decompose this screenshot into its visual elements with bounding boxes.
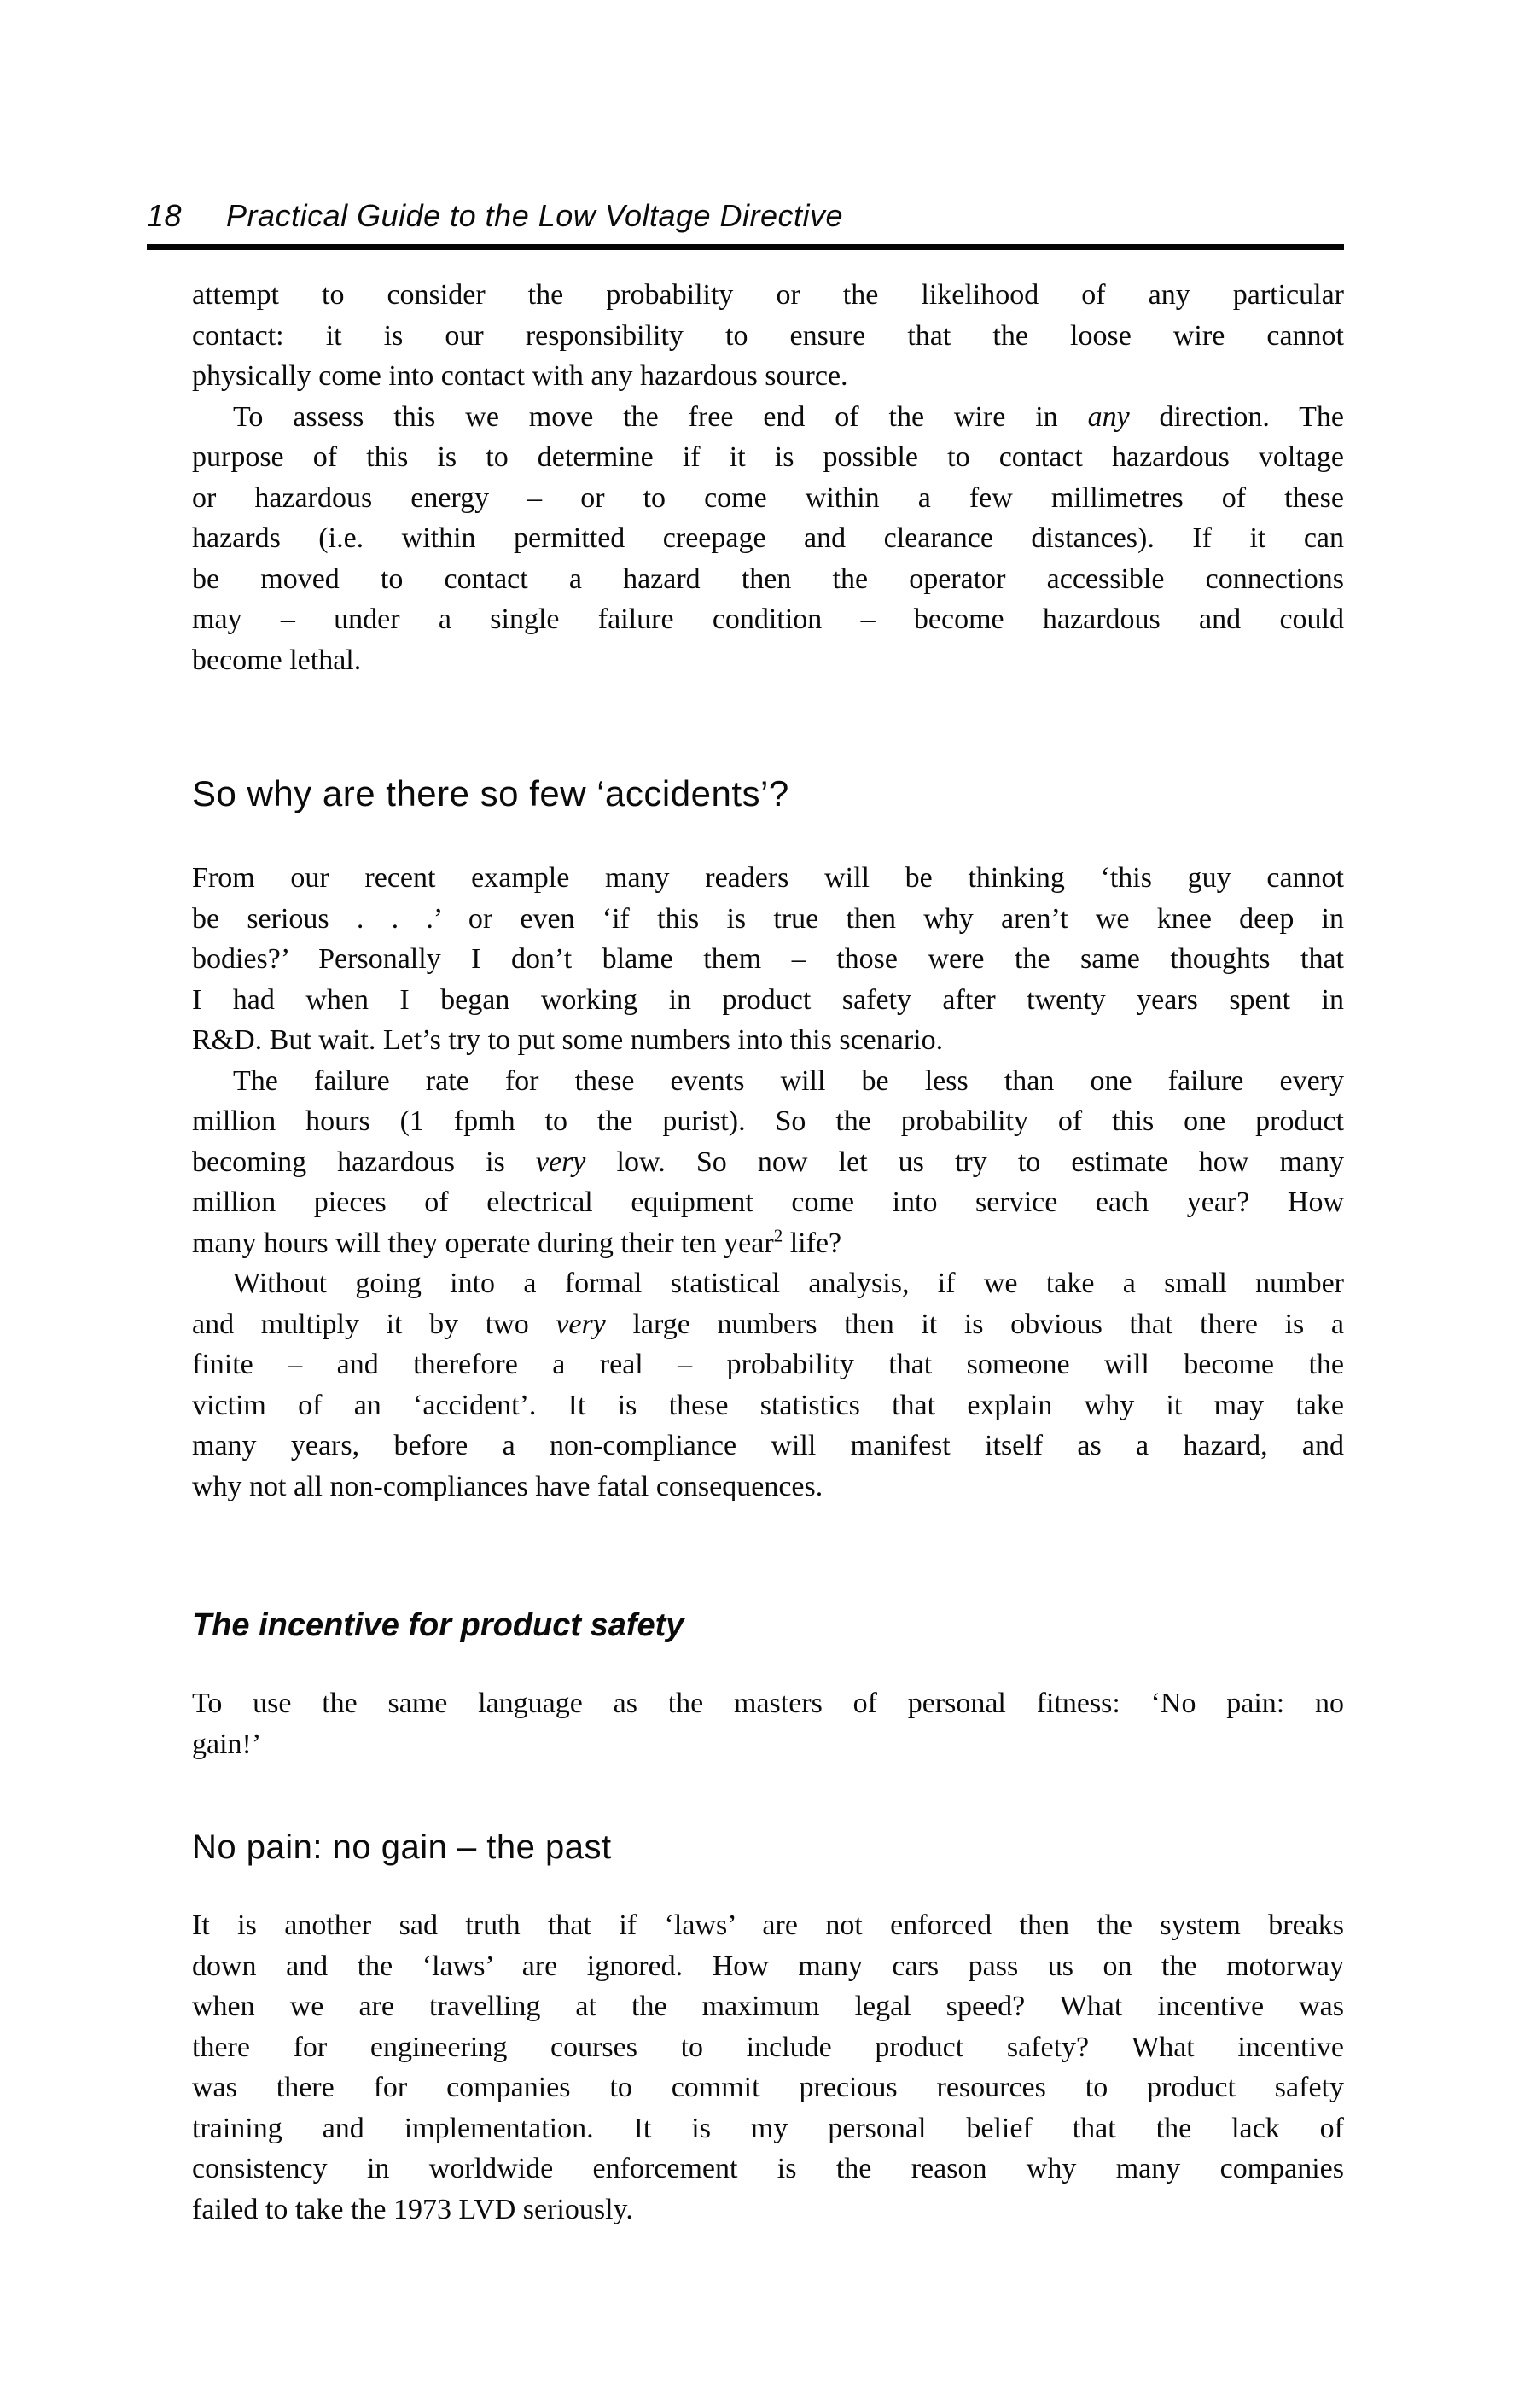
- text-line: [192, 1344, 1344, 1385]
- text-line: [192, 2189, 1344, 2230]
- text-line: [192, 1466, 1344, 1507]
- text-segment: large numbers then it is obvious that there is a: [605, 1308, 1345, 1340]
- text-line: [192, 939, 1344, 980]
- text-segment: when we are travelling at the maximum legal speed? What incentive was: [192, 1991, 1344, 2022]
- text-segment: any: [1087, 400, 1130, 433]
- text-segment: physically come into contact with any hazardous source.: [192, 360, 848, 392]
- text-segment: becoming hazardous is: [192, 1146, 536, 1178]
- running-header: [147, 196, 1344, 236]
- text-segment: training and implementation. It is my personal belief that the lack of: [192, 2112, 1344, 2144]
- page-number: 18: [147, 198, 183, 233]
- text-segment: From our recent example many readers will be thinking ‘this guy cannot: [192, 862, 1344, 894]
- text-line: [192, 2108, 1344, 2149]
- text-segment: many years, before a non-compliance will manifest itself as a hazard, and: [192, 1430, 1344, 1461]
- text-segment: attempt to consider the probability or the likelihood of any particular: [192, 279, 1344, 311]
- section-heading-incentive: The incentive for product safety: [192, 1607, 684, 1643]
- text-line: [192, 1724, 1344, 1765]
- text-line: [192, 1426, 1344, 1466]
- text-line: [192, 599, 1344, 640]
- text-segment: direction. The: [1129, 400, 1345, 433]
- text-segment: To assess this we move the free end of the wire in: [233, 400, 1088, 433]
- paragraph: [192, 1061, 1344, 1264]
- text-segment: consistency in worldwide enforcement is the reason why many companies: [192, 2153, 1344, 2184]
- text-segment: R&D. But wait. Let’s try to put some numbers into this scenario.: [192, 1024, 944, 1056]
- text-line: [192, 2067, 1344, 2108]
- text-segment: become lethal.: [192, 644, 362, 676]
- text-segment: million pieces of electrical equipment come into service each year? How: [192, 1187, 1344, 1218]
- text-line: [192, 1101, 1344, 1142]
- page-body: [192, 275, 1344, 2230]
- text-segment: Without going into a formal statistical analysis, if we take a small number: [233, 1268, 1344, 1299]
- section-heading-so-why: So why are there so few ‘accidents’?: [192, 773, 789, 813]
- text-line: [192, 1304, 1344, 1345]
- text-segment: To use the same language as the masters of personal fitness: ‘No pain: no: [192, 1688, 1344, 1719]
- paragraph: [192, 858, 1344, 1061]
- text-segment: gain!’: [192, 1728, 262, 1760]
- text-line: [192, 1263, 1344, 1304]
- text-segment: or hazardous energy – or to come within a few millimetres of these: [192, 481, 1344, 514]
- text-line: [192, 1683, 1344, 1724]
- text-line: [192, 1061, 1344, 1102]
- text-line: [192, 1986, 1344, 2027]
- text-segment: contact: it is our responsibility to ensure that the loose wire cannot: [192, 319, 1344, 352]
- text-line: [192, 2027, 1344, 2068]
- footnote-marker: 2: [773, 1225, 783, 1246]
- text-segment: there for engineering courses to include product safety? What incentive: [192, 2031, 1344, 2063]
- text-segment: low. So now let us try to estimate how many: [585, 1146, 1344, 1178]
- text-segment: down and the ‘laws’ are ignored. How many cars pass us on the motorway: [192, 1950, 1344, 1982]
- text-segment: victim of an ‘accident’. It is these statistics that explain why it may take: [192, 1389, 1344, 1421]
- text-segment: The failure rate for these events will be less than one failure every: [233, 1064, 1344, 1097]
- text-segment: be moved to contact a hazard then the operator accessible connections: [192, 563, 1344, 595]
- text-segment: million hours (1 fpmh to the purist). So the probability of this one product: [192, 1105, 1344, 1137]
- text-line: [192, 559, 1344, 600]
- text-line: [192, 478, 1344, 519]
- text-line: [192, 858, 1344, 899]
- paragraph: [192, 1683, 1344, 1764]
- text-line: [192, 1020, 1344, 1061]
- text-segment: was there for companies to commit precious resources to product safety: [192, 2072, 1344, 2103]
- text-segment: life?: [783, 1227, 842, 1259]
- text-line: [192, 397, 1344, 438]
- paragraph: [192, 1905, 1344, 2230]
- text-line: [192, 275, 1344, 316]
- text-segment: many hours will they operate during their ten year: [192, 1227, 774, 1259]
- text-line: [192, 640, 1344, 681]
- text-segment: very: [535, 1146, 586, 1178]
- text-segment: very: [556, 1308, 606, 1340]
- text-line: [192, 980, 1344, 1021]
- text-segment: and multiply it by two: [192, 1308, 556, 1340]
- text-segment: why not all non-compliances have fatal consequences.: [192, 1470, 823, 1502]
- text-line: [192, 1385, 1344, 1426]
- text-line: [192, 356, 1344, 397]
- text-line: [192, 1182, 1344, 1223]
- text-segment: It is another sad truth that if ‘laws’ are not enforced then the system breaks: [192, 1909, 1344, 1941]
- text-line: [192, 1946, 1344, 1987]
- paragraph: [192, 275, 1344, 397]
- paragraph: [192, 397, 1344, 681]
- text-segment: failed to take the 1973 LVD seriously.: [192, 2193, 633, 2225]
- text-line: [192, 2149, 1344, 2189]
- header-rule: [147, 244, 1344, 250]
- paragraph: [192, 1263, 1344, 1507]
- text-segment: purpose of this is to determine if it is possible to contact hazardous voltage: [192, 441, 1344, 473]
- text-line: [192, 1142, 1344, 1183]
- text-line: [192, 1905, 1344, 1946]
- text-segment: finite – and therefore a real – probability that someone will become the: [192, 1349, 1344, 1380]
- text-line: [192, 437, 1344, 478]
- text-segment: hazards (i.e. within permitted creepage and clearance distances). If it can: [192, 522, 1344, 554]
- text-segment: may – under a single failure condition – become hazardous and could: [192, 603, 1344, 635]
- text-segment: bodies?’ Personally I don’t blame them – those were the same thoughts that: [192, 943, 1344, 975]
- text-line: [192, 316, 1344, 357]
- text-line: [192, 899, 1344, 940]
- text-line: [192, 1223, 1344, 1264]
- running-title: Practical Guide to the Low Voltage Directive: [226, 198, 844, 233]
- section-heading-no-pain: No pain: no gain – the past: [192, 1828, 612, 1866]
- text-segment: be serious . . .’ or even ‘if this is true then why aren’t we knee deep in: [192, 902, 1344, 935]
- text-segment: I had when I began working in product safety after twenty years spent in: [192, 983, 1344, 1016]
- text-line: [192, 518, 1344, 559]
